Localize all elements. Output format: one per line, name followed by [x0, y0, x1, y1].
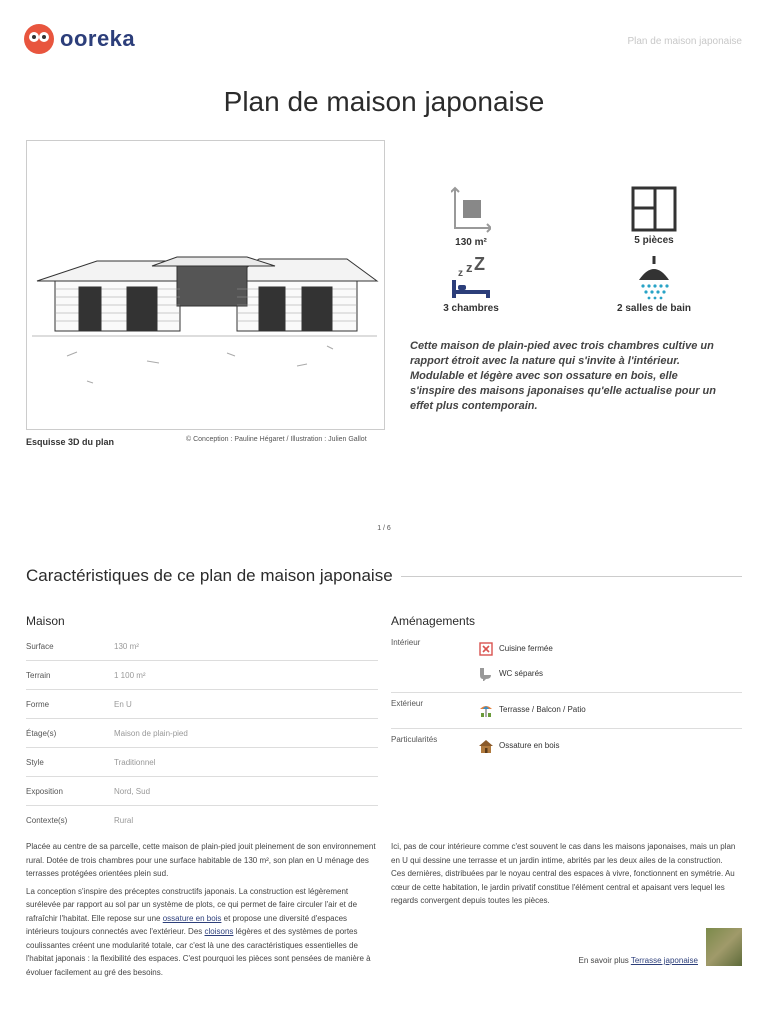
stat-bathrooms — [594, 254, 714, 314]
stat-surface — [411, 186, 531, 248]
paragraph: Placée au centre de sa parcelle, cette maison de plain-pied jouit pleinement de son environnement rural. Dotée de trois chambres pour une surface habitable de 130 m², son plan en U ménage des terrasses protégées orientées plein sud. — [26, 842, 376, 878]
stat-label: 5 pièces — [634, 235, 674, 246]
figure-caption: Esquisse 3D du plan — [26, 437, 115, 447]
amenagements-table — [391, 614, 742, 764]
terrasse-thumbnail[interactable] — [706, 928, 742, 966]
link-terrasse-japonaise[interactable]: Terrasse japonaise — [630, 956, 698, 965]
stat-rooms — [594, 186, 714, 246]
kitchen-closed-icon — [479, 642, 493, 656]
table-row: Intérieur Cuisine fermée WC séparés — [391, 632, 742, 693]
bed-icon — [448, 254, 494, 300]
section-title: Caractéristiques de ce plan de maison japonaise — [26, 566, 393, 585]
figure-credit: © Conception : Pauline Hégaret / Illustration : Julien Gallot — [186, 436, 367, 443]
toilet-icon — [479, 667, 493, 681]
rooms-icon — [631, 186, 677, 232]
list-item: WC séparés — [479, 661, 553, 686]
section-heading — [26, 566, 742, 586]
divider — [401, 576, 742, 577]
breadcrumb[interactable]: Plan de maison japonaise — [627, 36, 742, 47]
owl-icon — [24, 24, 54, 54]
svg-text:z: z — [458, 268, 463, 279]
maison-heading: Maison — [26, 614, 65, 628]
amenagements-heading: Aménagements — [391, 614, 476, 628]
brand-name: ooreka — [60, 26, 136, 51]
table-row: Contexte(s) Rural — [26, 815, 134, 825]
table-row: Étage(s) Maison de plain-pied — [26, 719, 378, 748]
list-item: Ossature en bois — [479, 733, 559, 758]
table-row: Terrain 1 100 m² — [26, 661, 378, 690]
table-row: Exposition Nord, Sud — [26, 777, 378, 806]
ooreka-logo[interactable] — [24, 24, 135, 54]
svg-text:Z: Z — [474, 254, 485, 274]
table-row: Extérieur Terrasse / Balcon / Patio — [391, 693, 742, 729]
terrace-icon — [479, 703, 493, 717]
house-sketch-image[interactable] — [26, 140, 385, 430]
surface-icon — [451, 186, 491, 234]
table-row: Style Traditionnel — [26, 748, 378, 777]
slide-pager[interactable]: 1 / 6 — [377, 525, 391, 532]
stat-label: 2 salles de bain — [617, 303, 691, 314]
shower-icon — [631, 254, 677, 300]
body-left — [26, 840, 376, 983]
list-item: Cuisine fermée — [479, 636, 553, 661]
read-more: En savoir plus Terrasse japonaise — [578, 956, 698, 965]
maison-table — [26, 614, 378, 834]
list-item: Terrasse / Balcon / Patio — [479, 697, 586, 722]
table-row: Surface 130 m² — [26, 632, 378, 661]
stat-label: 130 m² — [455, 237, 487, 248]
table-row: Forme En U — [26, 690, 378, 719]
paragraph: La conception s'inspire des préceptes constructifs japonais. La construction est légèrement surélevée par rapport au sol par un système de plots, ce qui permet de faire circuler l'air et de rafraîchir l'habitat. Elle repose sur une ossature en bois et propose une diversité d'espaces intérieurs toujours connectés avec l'extérieur. Des cloisons légères et des systèmes de portes coulissantes créent une modularité totale, car c'est là une des caractéristiques essentielles de l'habitat japonais : la flexibilité des espaces. C'est pourquoi les pièces sont pensées de manière à évoluer facilement au gré des besoins. — [26, 886, 371, 977]
plan-description: Cette maison de plain-pied avec trois chambres cultive un rapport étroit avec la nature qui s'invite à l'intérieur. Modulable et légère avec son ossature en bois, elle s'inspire des maisons japonaises qu'elle actualise pour un effet plus contemporain. — [410, 340, 716, 412]
svg-text:z: z — [466, 260, 473, 275]
page-title: Plan de maison japonaise — [223, 86, 545, 117]
house-icon — [479, 739, 493, 753]
link-cloisons[interactable]: cloisons — [204, 927, 234, 936]
paragraph: Ici, pas de cour intérieure comme c'est souvent le cas dans les maisons japonaises, mais un plan en U qui dessine une terrasse et un jardin intime, abrités par les deux ailes de la construction. Ces dernières, distribuées par le noyau central des espaces à vivre, fonctionnent en symétrie. Au cœur de cette habitation, le jardin privatif constitue l'élément central et apaisant vers lequel les regards convergent depuis toutes les pièces. — [391, 842, 736, 905]
link-ossature-bois[interactable]: ossature en bois — [162, 913, 222, 923]
body-right — [391, 840, 736, 912]
stat-label: 3 chambres — [443, 303, 499, 314]
stat-bedrooms — [411, 254, 531, 314]
table-row: Particularités Ossature en bois — [391, 729, 742, 764]
